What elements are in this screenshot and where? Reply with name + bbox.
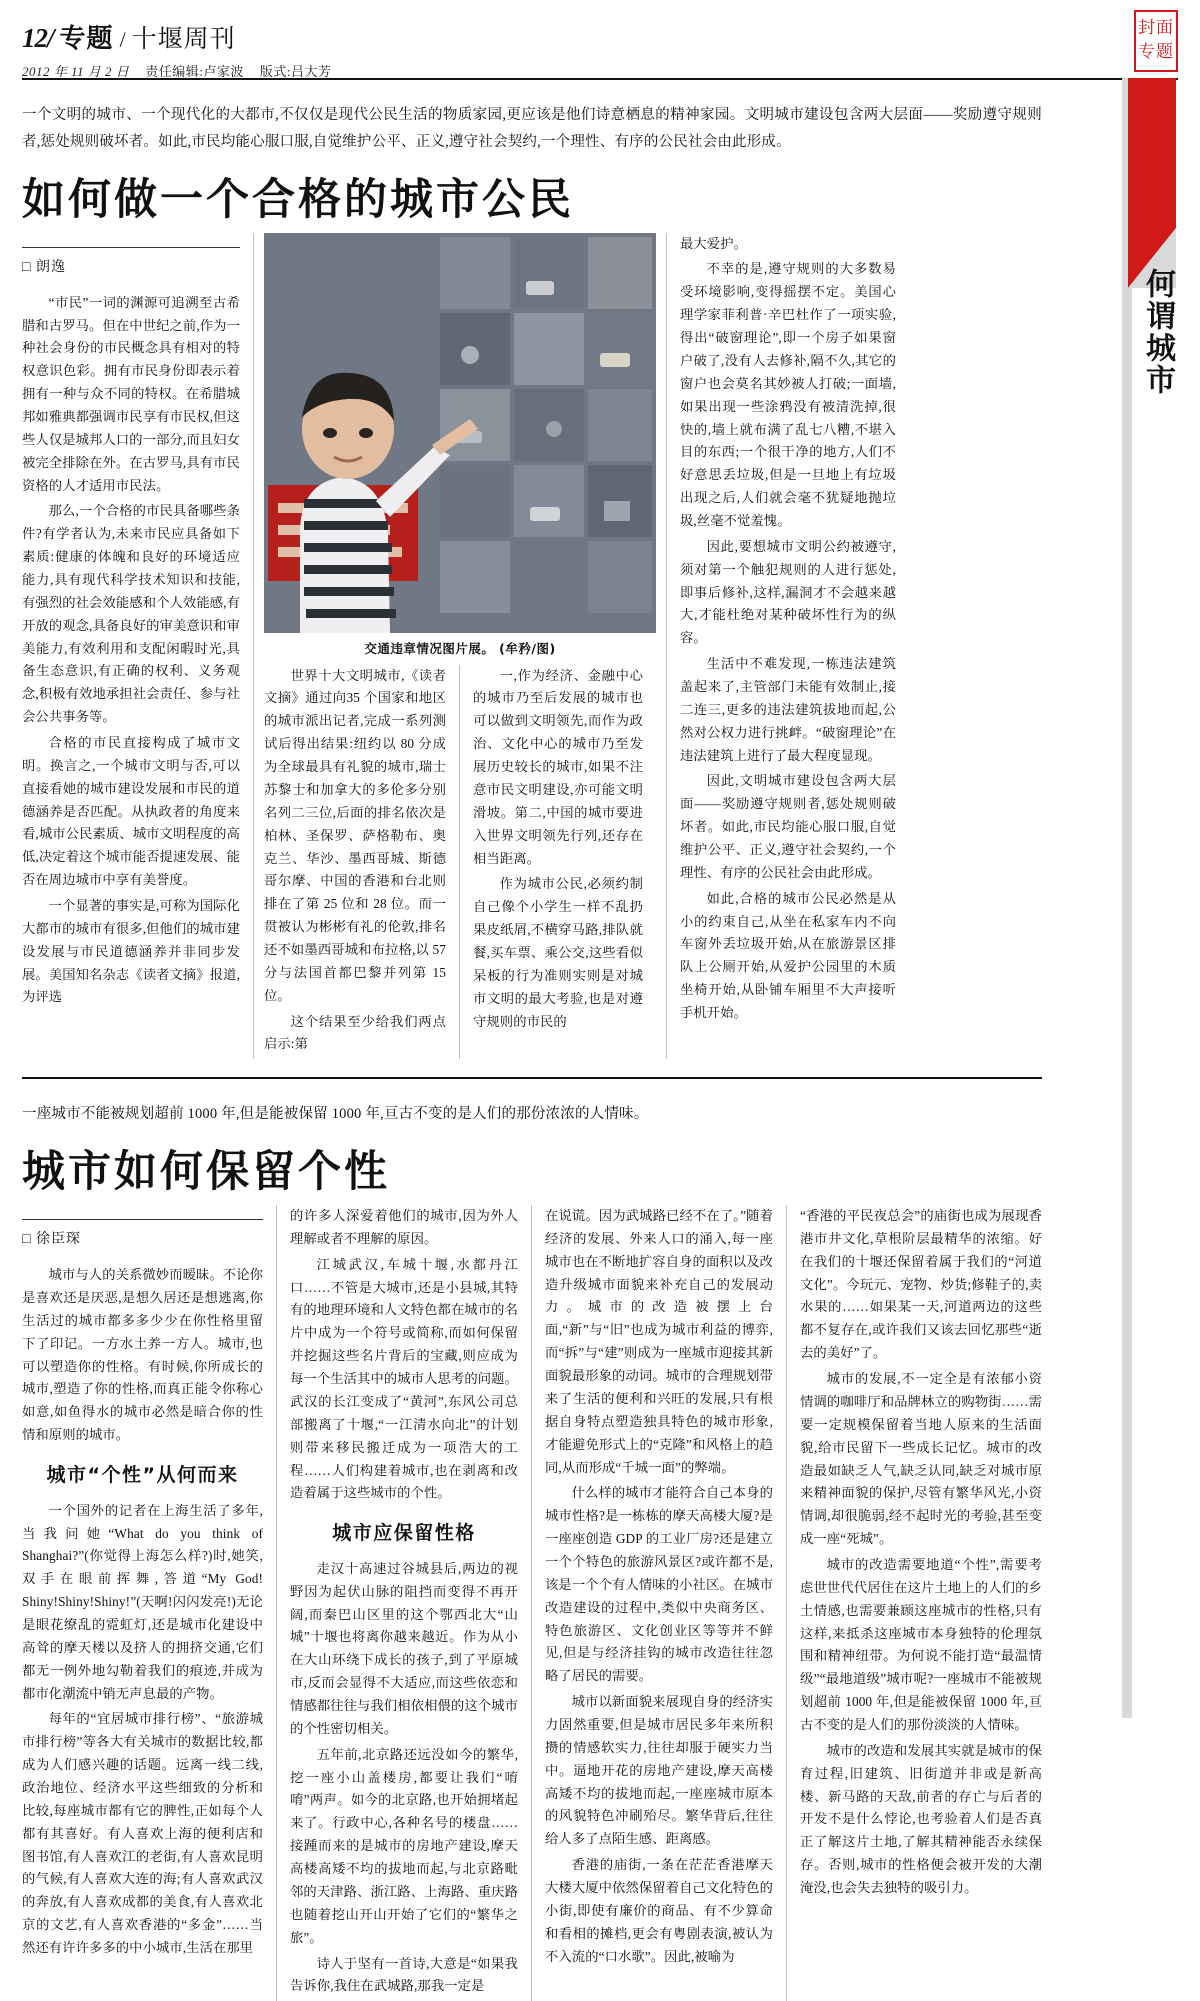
masthead-slash: / — [119, 27, 126, 52]
article-two-col-1 — [22, 1205, 277, 2001]
article-one-col-4 — [666, 233, 896, 1060]
flag-line-2: 专题 — [1138, 42, 1174, 62]
article-two-headline: 城市如何保留个性 — [22, 1147, 390, 1198]
article-two-col-2 — [277, 1205, 532, 2001]
paragraph: 一,作为经济、金融中心的城市乃至后发展的城市也可以做到文明领先,而作为政治、文化中心的城市乃至发展历史较长的城市,如果不注意市民文明建设,亦可能文明滑坡。第二,中国的城市要进入世界文明领先行列,还存在相当距离。 — [473, 667, 643, 866]
paragraph: 五年前,北京路还远没如今的繁华,挖一座小山盖楼房,都要让我们“唷唷”两声。如今的北京路,也开始拥堵起来了。行政中心,各种名号的楼盘……接踵而来的是城市的房地产建设,摩天高楼高矮不均的拔地而起,与北京路毗邻的天津路、浙江路、上海路、重庆路也随着挖山开山开始了它们的“繁华之旅”。 — [290, 1746, 518, 1945]
article-two — [22, 1101, 1042, 2001]
paragraph: 最大爱护。 — [680, 235, 747, 251]
paragraph: “市民”一词的渊源可追溯至古希腊和古罗马。但在中世纪之前,作为一种社会身份的市民概念具有相对的特权意识色彩。拥有市民身份即表示着拥有一种与众不同的特权。在希腊城邦如雅典都强调市民享有市民权,但这些人仅是城邦人口的一部分,而且妇女被完全排除在外。在古罗马,具有市民资格的人才适用市民法。 — [22, 294, 240, 493]
paragraph: 的许多人深爱着他们的城市,因为外人理解或者不理解的原因。 — [290, 1208, 518, 1246]
article-two-col-4 — [787, 1205, 1042, 2001]
paragraph: 生活中不难发现,一栋违法建筑盖起来了,主管部门未能有效制止,接二连三,更多的违法建筑拔地而起,公然对公权力进行挑衅。“破窗理论”在违法建筑上进行了最大程度显现。 — [680, 656, 896, 763]
paragraph: 走汉十高速过谷城县后,两边的视野因为起伏山脉的阻挡而变得不再开阔,而秦巴山区里的这个鄂西北大“山城”十堰也将离你越来越近。作为从小在大山环绕下成长的孩子,到了平原城市,反而会显得不大适应,而这些依恋和情感都往往与我们相依相偎的这个城市的个性密切相关。 — [290, 1560, 518, 1736]
article-one-photo-column — [254, 233, 666, 1060]
subheading: 城市应保留性格 — [332, 1522, 476, 1545]
article-one-col-3 — [460, 665, 656, 1060]
masthead — [22, 18, 1178, 80]
section-name: 专题 — [59, 24, 114, 54]
exhibition-photo — [264, 233, 656, 633]
article-two-col-3 — [532, 1205, 787, 2001]
paragraph: 江城武汉,车城十堰,水都丹江口……不管是大城市,还是小县城,其特有的地理环境和人文特色都在城市的名片中成为一个符号或简称,而如何保留并挖掘这些名片背后的宝藏,则应成为每一个生活其中的城市人思考的问题。武汉的长江变成了“黄河”,东风公司总部搬离了十堰,“一江清水向北”的计划则带来移民搬迁成为一项浩大的工程……人们构建着城市,也在剥离和改造着属于这些城市的个性。 — [290, 1256, 518, 1501]
paragraph: 什么样的城市才能符合自己本身的城市性格?是一栋栋的摩天高楼大厦?是一座座创造 GDP 的工业厂房?还是建立一个个特色的旅游风景区?或许都不是,该是一个个有人情味的小社区。在城市改造建设的过程中,类似中央商务区、特色旅游区、文化创业区等等并不鲜见,但是与经济挂钩的城市改造往往忽略了居民的需要。 — [545, 1485, 773, 1684]
layout-credit: 版式:吕大芳 — [259, 64, 332, 79]
page-number: 12/ — [22, 23, 54, 53]
paragraph: 作为城市公民,必须约制自己像个小学生一样不乱扔果皮纸屑,不横穿马路,排队就餐,买车票、乘公交,这些看似呆板的行为准则实则是对城市文明的最大考验,也是对遵守规则的市民的 — [473, 876, 643, 1029]
cover-topic-flag — [1134, 10, 1178, 72]
paragraph: 每年的“宜居城市排行榜”、“旅游城市排行榜”等各大有关城市的数据比较,都成为人们感兴趣的话题。远离一线二线,政治地位、经济水平这些细致的分析和比较,每座城市都有它的脾性,正如每个人都有其喜好。有人喜欢上海的便利店和图书馆,有人喜欢江的老街,有人喜欢昆明的气候,有人喜欢大连的海;有人喜欢武汉的奔放,有人喜欢成都的美食,有人喜欢北京的文艺,有人喜欢香港的“多金”……当然还有许许多多的中小城市,生活在那里 — [22, 1711, 263, 1955]
rail-red-triangle — [1128, 78, 1176, 288]
photo-graphic — [264, 233, 656, 633]
masthead-title-line — [22, 18, 1178, 55]
right-rail — [1122, 78, 1178, 1718]
paragraph: 不幸的是,遵守规则的大多数易受环境影响,变得摇摆不定。美国心理学家菲利普·辛巴杜作了一项实验,得出“破窗理论”,即一个房子如果窗户破了,没有人去修补,隔不久,其它的窗户也会莫名其妙被人打破;一面墙,如果出现一些涂鸦没有被清洗掉,很快的,墙上就布满了乱七八糟,不堪入目的东西;一个很干净的地方,人们不好意思丢垃圾,但是一旦地上有垃圾出现之后,人们就会毫不犹疑地抛垃圾,丝毫不觉羞愧。 — [680, 261, 896, 528]
subheading: 城市“个性”从何而来 — [46, 1464, 239, 1486]
article-area — [22, 102, 1042, 2001]
article-one-headline: 如何做一个合格的城市公民 — [22, 174, 574, 225]
paper-name: 十堰周刊 — [131, 26, 236, 53]
article-one — [22, 102, 1042, 1059]
paragraph: 城市的发展,不一定全是有浓郁小资情调的咖啡厅和品牌林立的购物街……需要一定规模保留着当地人原来的生活面貌,给市民留下一些成长记忆。城市的改造最如缺乏人气,缺乏认同,缺乏对城市原来精神面貌的保护,尽管有繁华风光,小资情调,却很脆弱,经不起时光的考验,甚至变成一座“死城”。 — [800, 1371, 1042, 1547]
publish-date: 2012 年 11 月 2 日 — [22, 64, 130, 79]
paragraph: 这个结果至少给我们两点启示:第 — [264, 1013, 446, 1052]
paragraph: 一个显著的事实是,可称为国际化大都市的城市有很多,但他们的城市建设发展与市民道德涵养并非同步发展。美国知名杂志《读者文摘》报道,为评选 — [22, 898, 240, 1005]
paragraph: 如此,合格的城市公民必然是从小的约束自己,从坐在私家车内不向车窗外丢垃圾开始,从在旅游景区排队上公厕开始,从爱护公园里的木质坐椅开始,从卧铺车厢里不大声接听手机开始。 — [680, 890, 896, 1020]
paragraph: 在说谎。因为武城路已经不在了。”随着经济的发展、外来人口的涌入,每一座城市也在不断地扩容自身的面积以及改造升级城市面貌来补充自己的发展动力。城市的改造被摆上台面,“新”与“旧”也成为城市利益的博弈,而“拆”与“建”则成为一座城市迎接其新面貌最形象的动词。城市的合理规划带来了生活的便利和兴旺的发展,只有根据自身特点塑造独具特色的城市形象,才能避免形式上的“克隆”和风格上的趋同,从而形成“千城一面”的弊端。 — [545, 1208, 773, 1475]
paragraph: 一个国外的记者在上海生活了多年,当我问她“What do you think of Shanghai?”(你觉得上海怎么样?)时,她笑,双手在眼前挥舞,答道“My God! Shiny!Shiny!Shiny!”(天啊!闪闪发亮!)无论是眼花缭乱的霓虹灯,还是城市化建设中高耸的摩天楼以及挤人的拥挤交通,它们都无一例外地勾勒着我们的痕迹,并成为都市化潮流中销无声息最的产物。 — [22, 1502, 263, 1701]
photo-caption: 交通违章情况图片展。 (牟矜/图) — [364, 640, 556, 656]
flag-line-1: 封面 — [1138, 18, 1174, 39]
paragraph: 合格的市民直接构成了城市文明。换言之,一个城市文明与否,可以直接看她的城市建设发展和市民的道德涵养是否匹配。从执政者的角度来看,城市公民素质、城市文明程度的高低,决定着这个城市能否提速发展、能否在周边城市中享有美誉度。 — [22, 735, 240, 888]
paragraph: 城市以新面貌来展现自身的经济实力固然重要,但是城市居民多年来所积攒的情感软实力,往往却服于硬实力当中。逼地开花的房地产建设,摩天高楼高矮不均的拔地而起,一座座城市原本的风貌特色冲刷殆尽。繁华背后,往往给人多了点陌生感、距离感。 — [545, 1694, 773, 1847]
paragraph: 城市的改造需要地道“个性”,需要考虑世世代代居住在这片土地上的人们的乡土情感,也需要兼顾这座城市的性格,只有这样,来抵杀这座城市本身独特的伦理氛围和精神纽带。为何说不能打造“最温情级”“最地道级”城市呢?一座城市不能被规划超前 1000 年,但是能被保留 1000 年,亘古不变的是人们的那份淡淡的人情味。 — [800, 1556, 1042, 1732]
photo-block — [264, 233, 656, 657]
article-one-lead: 一个文明的城市、一个现代化的大都市,不仅仅是现代公民生活的物质家园,更应该是他们诗意栖息的精神家园。文明城市建设包含两大层面——奖励遵守规则者,惩处规则破坏者。如此,市民均能心服口服,自觉维护公平、正义,遵守社会契约,一个理性、有序的公民社会由此形成。 — [22, 107, 1042, 150]
article-one-col-1 — [22, 233, 254, 1060]
paragraph: 那么,一个合格的市民具备哪些条件?有学者认为,未来市民应具备如下素质:健康的体魄和良好的环境适应能力,具有现代科学技术知识和技能,有强烈的社会效能感和个人效能感,有开放的观念,具备良好的审美意识和审美能力,有效利用和支配闲暇时光,具备生态意识,有正确的权利、义务观念,积极有效地承担社会责任、参与社会公共事务等。 — [22, 503, 240, 725]
paragraph: 城市的改造和发展其实就是城市的保育过程,旧建筑、旧街道并非或是新高楼、新马路的天敌,前者的存亡与后者的开发不是什么悖论,也考验着人们是否真正了解这片土地,了解其精神能否永续保存。否则,城市的性格便会被开发的大潮淹没,也会失去独特的吸引力。 — [800, 1742, 1042, 1895]
article-two-lead: 一座城市不能被规划超前 1000 年,但是能被保留 1000 年,亘古不变的是人们的那份浓浓的人情味。 — [22, 1106, 649, 1123]
paragraph: 因此,文明城市建设包含两大层面——奖励遵守规则者,惩处规则破坏者。如此,市民均能心服口服,自觉维护公平、正义,遵守社会契约,一个理性、有序的公民社会由此形成。 — [680, 773, 896, 880]
paragraph: 诗人于坚有一首诗,大意是“如果我告诉你,我住在武城路,那我一定是 — [290, 1955, 518, 1994]
article-divider — [22, 1077, 1042, 1079]
paragraph: “香港的平民夜总会”的庙街也成为展现香港市井文化,草根阶层最精华的浓缩。好在我们的十堰还保留着属于我们的“河道文化”。今玩元、宠物、炒货;修鞋子的,卖水果的……如果某一天,河道两边的这些都不复存在,或许我们又该去回忆那些“逝去的美好”了。 — [800, 1208, 1042, 1361]
paragraph: 城市与人的关系微妙而暧昧。不论你是喜欢还是厌恶,是想久居还是想逃离,你生活过的城市都多多少少在你性格里留下了印记。一方水土养一方人。城市,也可以塑造你的性格。有时候,你所成长的城市,塑造了你的性格,而真正能令你称心如意,如鱼得水的城市必然是暗合你的性情和原则的城市。 — [22, 1267, 263, 1443]
paragraph: 香港的庙街,一条在茫茫香港摩天大楼大厦中依然保留着自己文化特色的小街,即使有廉价的商品、有不少算命和看相的摊档,更会有粤剧表演,被认为不入流的“口水歌”。因此,被喻为 — [545, 1857, 773, 1964]
editor-credit: 责任编辑:卢家波 — [145, 64, 244, 79]
rail-gray-bar — [1122, 78, 1132, 1718]
article-two-columns — [22, 1205, 1042, 2001]
article-two-byline: □ 徐臣琛 — [22, 1219, 263, 1258]
masthead-meta — [22, 61, 1178, 80]
paragraph: 世界十大文明城市,《读者文摘》通过向35 个国家和地区的城市派出记者,完成一系列测试后得出结果:纽约以 80 分成为全球最具有礼貌的城市,瑞士苏黎士和加拿大的多伦多分别名列二三位,后面的排名依次是柏林、圣保罗、萨格勒布、奥克兰、华沙、墨西哥城、斯德哥尔摩、中国的香港和台北则排在了第 25 位和 28 位。而一贯被认为彬彬有礼的伦敦,排名还不如墨西哥城和布拉格,以 57 分与法国首都巴黎并列第 15 位。 — [264, 667, 446, 1003]
article-one-columns — [22, 233, 1042, 1060]
article-one-col-2 — [264, 665, 460, 1060]
rail-section-title: 何谓城市 — [1140, 268, 1175, 396]
article-one-byline: □ 朗逸 — [22, 247, 240, 286]
paragraph: 因此,要想城市文明公约被遵守,须对第一个触犯规则的人进行惩处,即事后修补,这样,漏洞才不会越来越大,才能杜绝对某种破坏性行为的纵容。 — [680, 538, 896, 646]
